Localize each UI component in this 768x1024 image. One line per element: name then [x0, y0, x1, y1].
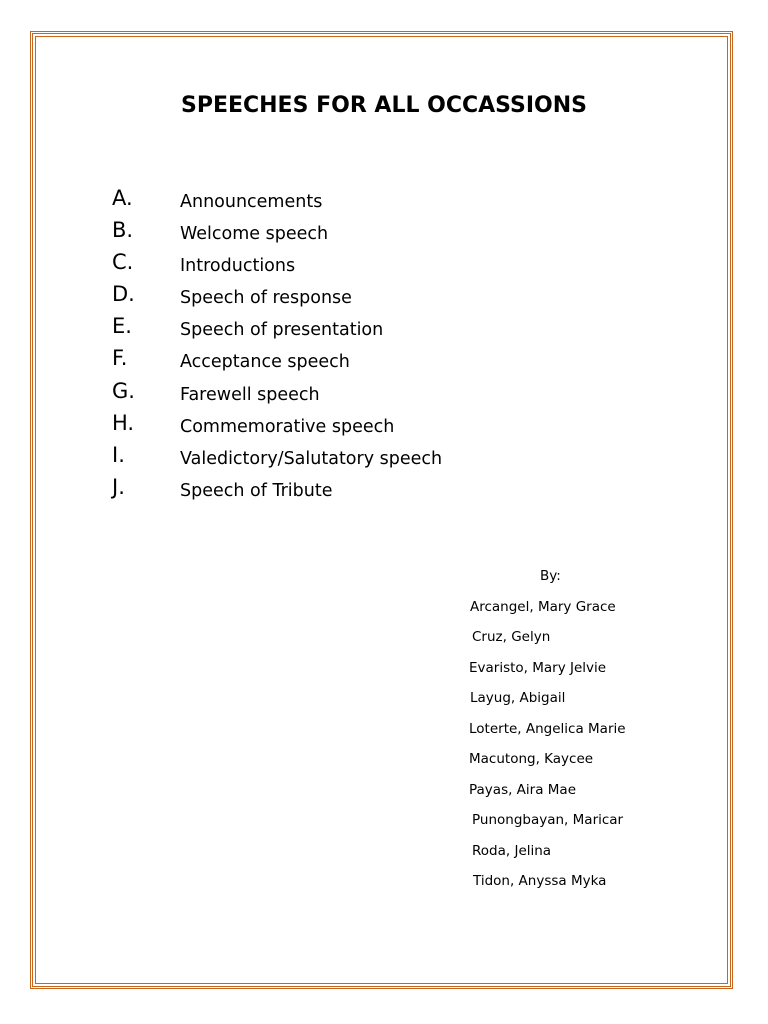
by-label: By: [540, 568, 561, 584]
author-name: Evaristo, Mary Jelvie [469, 660, 607, 676]
contents-item-letter: F. [112, 346, 128, 371]
contents-item [112, 474, 512, 506]
contents-item [112, 345, 512, 377]
contents-item-label: Speech of presentation [180, 320, 384, 341]
author-name: Macutong, Kaycee [469, 751, 594, 767]
author-name: Arcangel, Mary Grace [470, 599, 616, 615]
contents-item-label: Welcome speech [180, 224, 329, 245]
contents-item-letter: D. [112, 282, 135, 307]
contents-item [112, 410, 512, 442]
contents-item-label: Commemorative speech [180, 416, 395, 437]
contents-item-letter: I. [112, 442, 125, 467]
contents-item-letter: E. [112, 314, 132, 339]
contents-item-label: Acceptance speech [180, 352, 350, 373]
contents-item [112, 281, 512, 313]
contents-item-label: Valedictory/Salutatory speech [180, 448, 443, 469]
document-title: SPEECHES FOR ALL OCCASSIONS [180, 93, 588, 118]
author-name: Roda, Jelina [472, 843, 552, 859]
author-name: Payas, Aira Mae [469, 782, 577, 798]
author-name: Tidon, Anyssa Myka [473, 873, 607, 889]
contents-item-letter: H. [112, 410, 135, 435]
contents-item [112, 442, 512, 474]
contents-item-letter: B. [112, 218, 134, 243]
contents-item-label: Announcements [180, 192, 323, 212]
author-name: Punongbayan, Maricar [472, 812, 624, 828]
contents-item-letter: G. [112, 378, 135, 403]
contents-item-letter: J. [112, 474, 125, 499]
page-border-inner [35, 36, 728, 984]
contents-item-letter: C. [112, 250, 134, 275]
contents-item [112, 217, 512, 249]
contents-item [112, 185, 512, 217]
author-name: Layug, Abigail [470, 690, 566, 706]
contents-item [112, 249, 512, 281]
contents-item [112, 313, 512, 345]
author-name: Loterte, Angelica Marie [469, 721, 626, 737]
contents-item-label: Speech of Tribute [180, 480, 333, 501]
contents-list [112, 185, 512, 506]
contents-item-label: Introductions [180, 256, 296, 277]
author-name: Cruz, Gelyn [472, 629, 551, 645]
contents-item-label: Farewell speech [180, 384, 320, 405]
contents-item-label: Speech of response [180, 288, 352, 309]
contents-item [112, 378, 512, 410]
contents-item-letter: A. [112, 186, 133, 210]
